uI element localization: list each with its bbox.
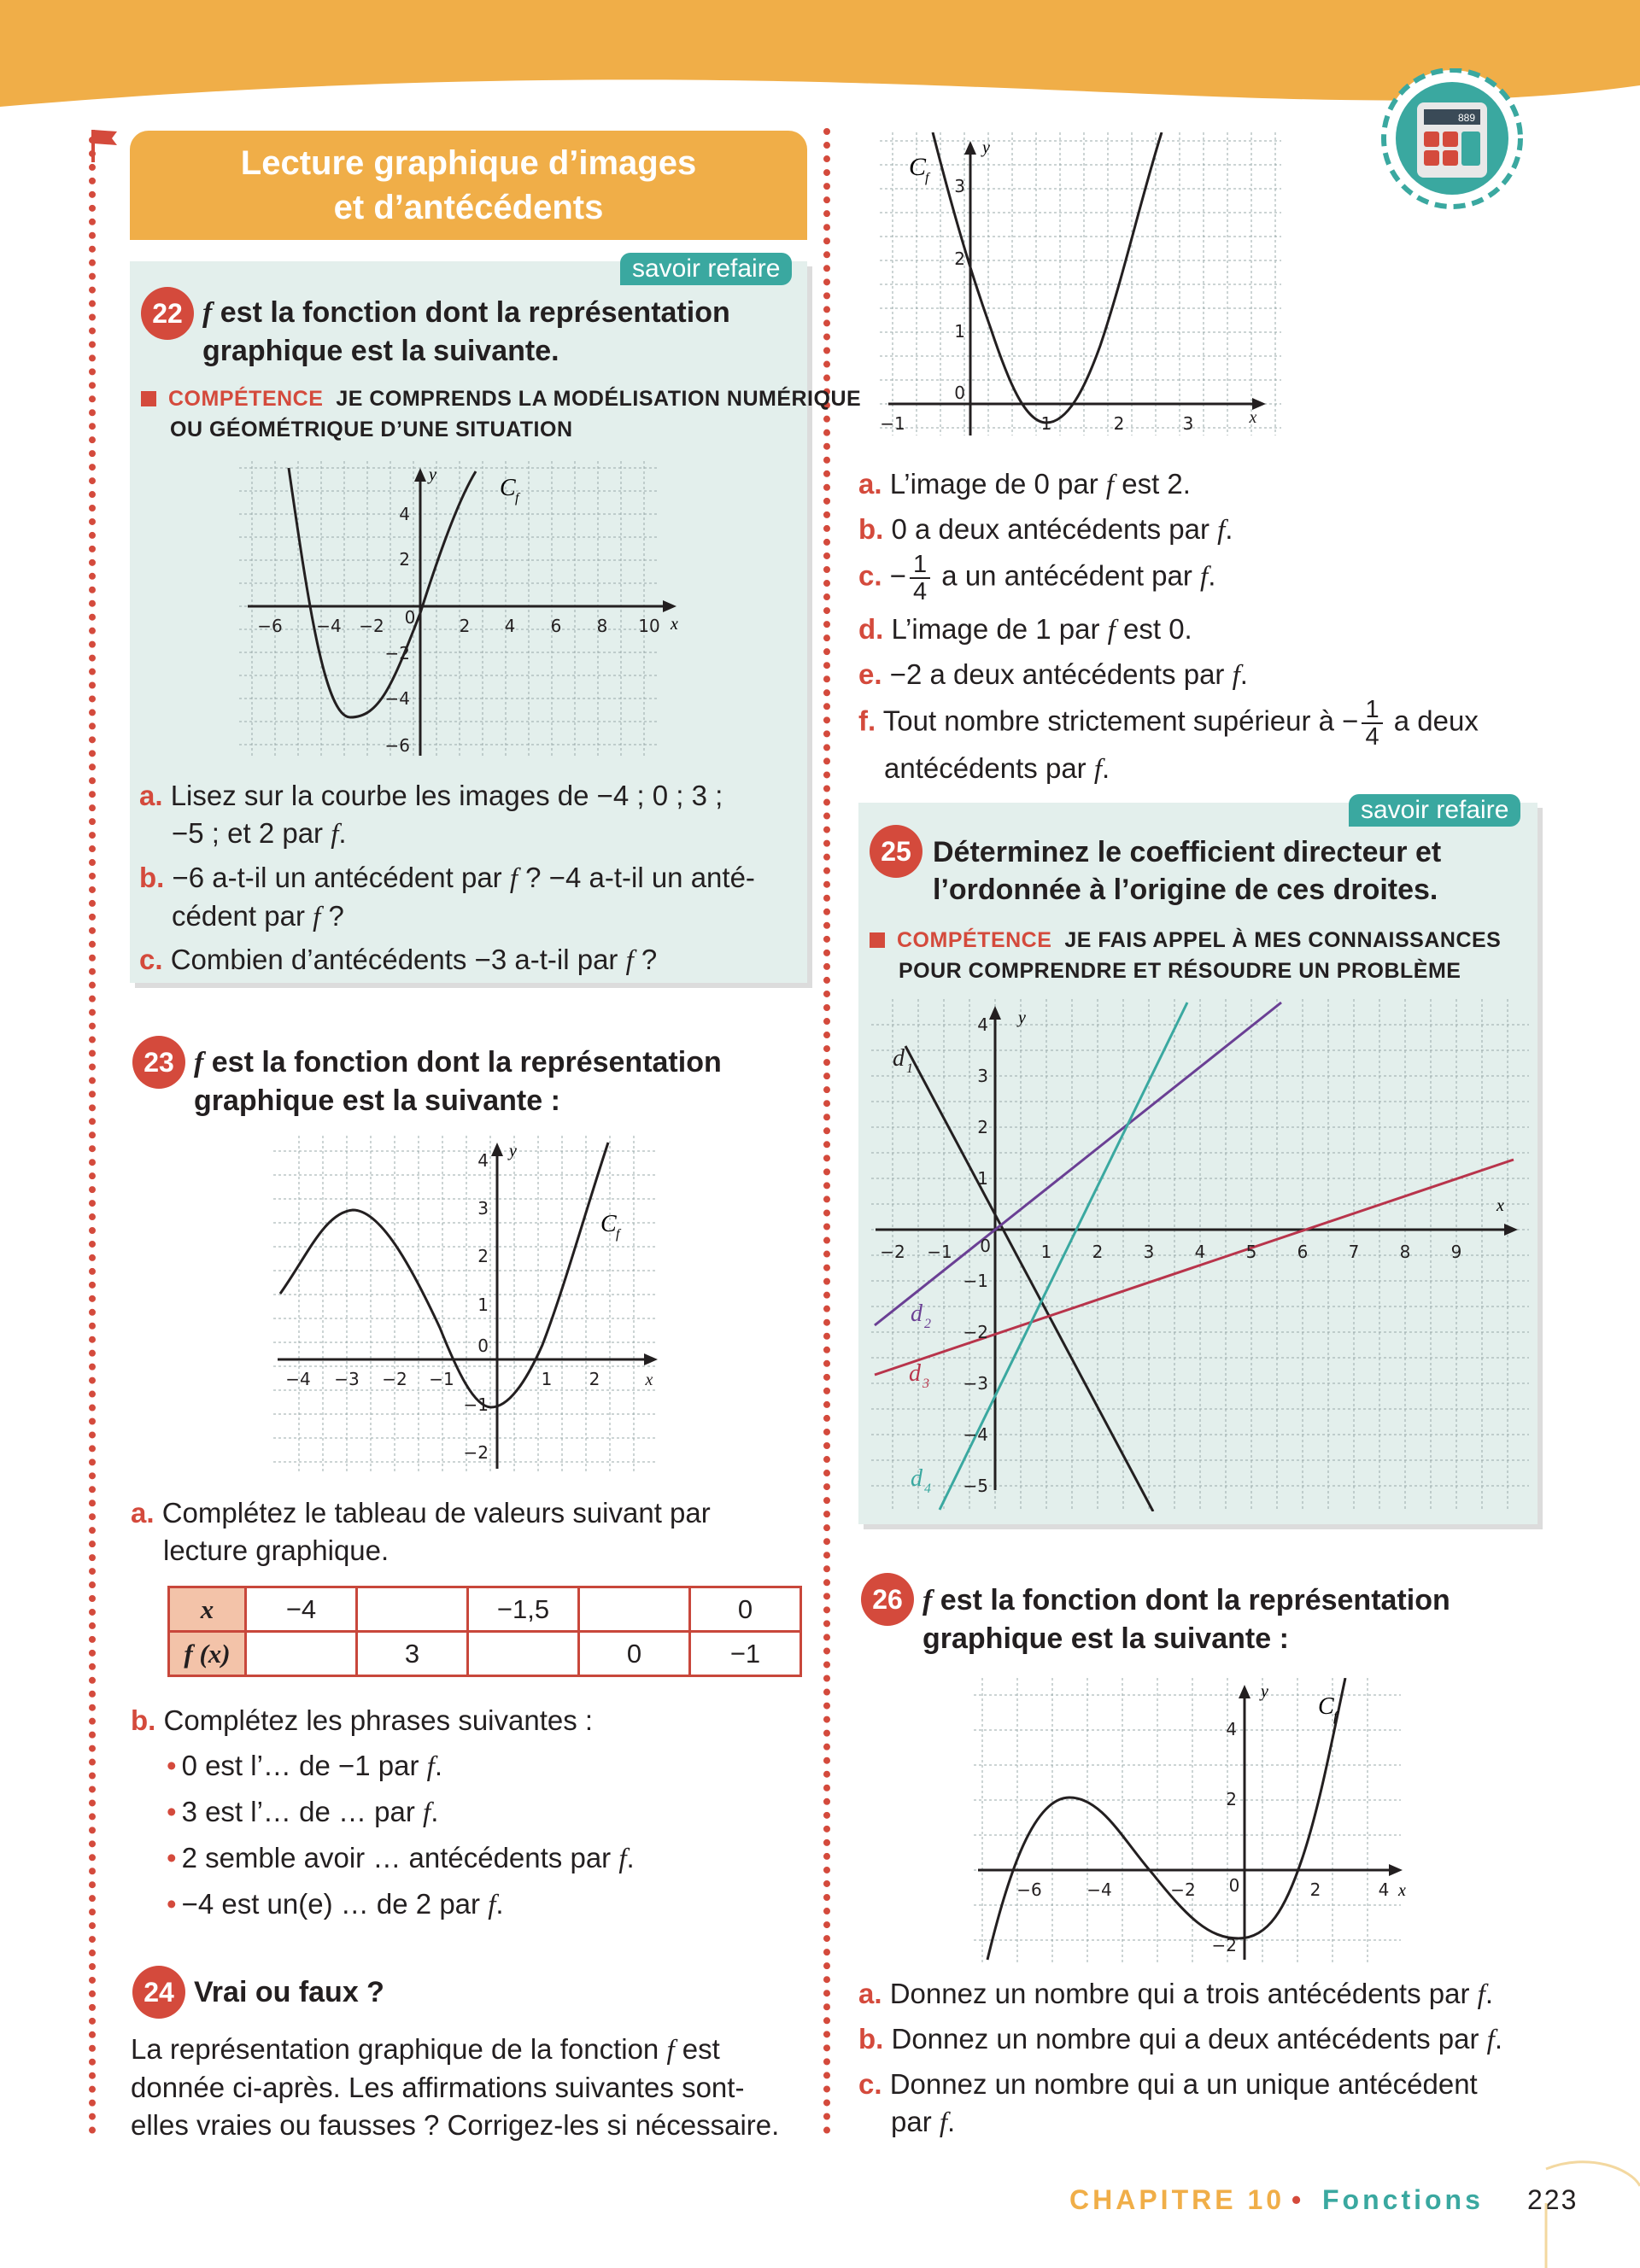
curve-label: C [1318, 1693, 1334, 1720]
margin-dotted-rule [89, 137, 96, 2135]
svg-text:3: 3 [954, 176, 965, 196]
svg-text:−4: −4 [963, 1424, 988, 1445]
svg-text:−2: −2 [463, 1442, 489, 1463]
savoir-refaire-tag: savoir refaire [620, 253, 792, 285]
svg-text:1: 1 [1040, 1242, 1052, 1262]
svg-text:−2: −2 [382, 1369, 407, 1389]
svg-text:2: 2 [1226, 1789, 1237, 1809]
svg-text:−1: −1 [429, 1369, 454, 1389]
ex26-item-a: a. Donnez un nombre qui a trois antécédents par f. [858, 1978, 1493, 2010]
savoir-refaire-tag: savoir refaire [1349, 794, 1520, 827]
footer-chapter: CHAPITRE 10 [1069, 2184, 1286, 2215]
calculator-icon [1379, 68, 1525, 222]
ex24-item-c: c. − $\frac{1}{4}$ a un antécédent par f. [858, 551, 1216, 605]
ex24-item-d: d. L’image de 1 par f est 0. [858, 613, 1192, 646]
svg-text:4: 4 [1226, 1719, 1237, 1739]
exercise-number: 23 [132, 1036, 185, 1089]
svg-text:f: f [1333, 1710, 1338, 1724]
tick-label: 10 [638, 616, 660, 636]
svg-text:4: 4 [977, 1014, 988, 1035]
svg-text:2: 2 [954, 248, 965, 269]
tick-label: 4 [504, 616, 516, 636]
svg-text:3: 3 [1143, 1242, 1155, 1262]
svg-text:x: x [671, 615, 678, 634]
svg-text:x: x [1398, 1881, 1406, 1900]
tick-label: −2 [384, 643, 410, 663]
svg-text:2: 2 [924, 1317, 931, 1331]
svg-text:2: 2 [589, 1369, 600, 1389]
page-number: 223 [1527, 2184, 1578, 2215]
tick-label: 2 [399, 549, 410, 570]
footer-dot: • [1292, 2184, 1305, 2215]
footer-chapter-name: Fonctions [1322, 2184, 1484, 2215]
svg-text:−1: −1 [463, 1394, 489, 1415]
graph-ex24 [880, 132, 1281, 440]
ex22-question-b: b. −6 a-t-il un antécédent par f ? −4 a-t-il un anté- cédent par f ? [139, 862, 755, 932]
exercise-22-title: f est la fonction dont la représentation graphique est la suivante. [202, 296, 730, 367]
svg-text:−4: −4 [1086, 1879, 1112, 1900]
tick-label: −2 [359, 616, 384, 636]
svg-text:f: f [616, 1227, 620, 1242]
svg-text:1: 1 [977, 1168, 988, 1189]
line-label-d3: d [909, 1360, 921, 1387]
svg-text:1: 1 [477, 1295, 489, 1315]
ex22-question-a: a. Lisez sur la courbe les images de −4 ; 0 ; 3 ; −5 ; et 2 par f. [139, 780, 723, 850]
values-table: x −4 −1,5 0 f (x) 3 0 −1 [167, 1586, 802, 1677]
ex23-question-a: a. Complétez le tableau de valeurs suivant par lecture graphique. [131, 1497, 711, 1566]
svg-text:2: 2 [1113, 413, 1125, 434]
corner-arc [1538, 2152, 1640, 2268]
ex23-question-b: b. Complétez les phrases suivantes : • 0 est l’… de −1 par f. • 3 est l’… de … par f. • 2 semble avoir … antécédents par f. • −4 est un(e) … de 2 par f. [131, 1704, 635, 1920]
ex24-intro: La représentation graphique de la fonction f est donnée ci-après. Les affirmations suivantes sont- elles vraies ou fausses ? Corrigez-les si nécessaire. [131, 2033, 780, 2141]
svg-text:7: 7 [1348, 1242, 1360, 1262]
svg-text:1: 1 [954, 321, 965, 342]
svg-text:−2: −2 [1170, 1879, 1196, 1900]
svg-text:4: 4 [1378, 1879, 1390, 1900]
exercise-number: 26 [861, 1573, 914, 1626]
svg-text:2: 2 [977, 1117, 988, 1137]
svg-text:−5: −5 [963, 1476, 988, 1496]
svg-text:1: 1 [906, 1061, 913, 1076]
svg-text:−1: −1 [963, 1271, 988, 1291]
graph-ex25 [871, 999, 1529, 1511]
graph-ex26 [974, 1678, 1418, 1968]
graph-ex23 [273, 1136, 666, 1477]
svg-text:−2: −2 [880, 1242, 905, 1262]
ex24-item-a: a. L’image de 0 par f est 2. [858, 468, 1191, 500]
svg-text:2: 2 [1309, 1879, 1321, 1900]
competence-22: COMPÉTENCE JE COMPRENDS LA MODÉLISATION NUMÉRIQUE OU GÉOMÉTRIQUE D’UNE SITUATION [141, 383, 861, 445]
svg-text:−6: −6 [1016, 1879, 1042, 1900]
svg-text:0: 0 [477, 1336, 489, 1356]
svg-text:x: x [1249, 408, 1257, 427]
svg-text:5: 5 [1245, 1242, 1257, 1262]
svg-text:1: 1 [1040, 413, 1052, 434]
svg-text:3: 3 [477, 1198, 489, 1219]
section-title: Lecture graphique d’images et d’antécédents [130, 131, 807, 240]
line-label-d2: d [911, 1301, 922, 1327]
tick-label: 8 [596, 616, 608, 636]
svg-text:0: 0 [954, 383, 965, 403]
ex24-item-b: b. 0 a deux antécédents par f. [858, 513, 1233, 546]
line-label-d4: d [911, 1465, 922, 1492]
curve-label: C [500, 475, 516, 501]
exercise-26-title: f est la fonction dont la représentation graphique est la suivante : [922, 1584, 1450, 1655]
line-label-d1: d [893, 1045, 905, 1072]
tick-label: 2 [459, 616, 471, 636]
svg-text:−3: −3 [963, 1373, 988, 1394]
ex26-item-c: c. Donnez un nombre qui a un unique antécédent par f. [858, 2068, 1478, 2138]
competence-25: COMPÉTENCE JE FAIS APPEL À MES CONNAISSANCES POUR COMPRENDRE ET RÉSOUDRE UN PROBLÈME [870, 925, 1501, 986]
tick-label: 4 [399, 504, 410, 524]
svg-text:−1: −1 [927, 1242, 952, 1262]
ex24-item-f: f. Tout nombre strictement supérieur à − $\frac{1}{4}$ a deux antécédents par f. [858, 696, 1479, 785]
svg-text:4: 4 [477, 1150, 489, 1171]
svg-text:x: x [645, 1371, 653, 1389]
svg-text:y: y [509, 1142, 517, 1160]
svg-text:3: 3 [977, 1066, 988, 1086]
tick-label: 6 [550, 616, 562, 636]
svg-text:−4: −4 [285, 1369, 311, 1389]
exercise-23-title: f est la fonction dont la représentation graphique est la suivante : [194, 1046, 722, 1117]
tick-label: 0 [404, 607, 416, 628]
svg-text:3: 3 [1182, 413, 1194, 434]
svg-text:f: f [925, 171, 929, 185]
exercise-number: 24 [132, 1966, 185, 2019]
graph-ex22 [239, 461, 692, 760]
svg-text:y: y [1261, 1682, 1268, 1701]
svg-text:−2: −2 [1211, 1935, 1237, 1955]
curve-label: C [909, 153, 927, 181]
svg-text:2: 2 [477, 1246, 489, 1266]
svg-text:y: y [982, 138, 990, 157]
tick-label: −6 [257, 616, 283, 636]
svg-text:0: 0 [1228, 1875, 1240, 1896]
tick-label: −4 [384, 688, 410, 709]
curve-label: C [600, 1211, 617, 1237]
svg-text:9: 9 [1450, 1242, 1462, 1262]
svg-text:y: y [429, 465, 436, 484]
ex26-item-b: b. Donnez un nombre qui a deux antécédents par f. [858, 2023, 1502, 2055]
svg-text:4: 4 [924, 1482, 931, 1496]
svg-text:3: 3 [922, 1377, 929, 1391]
exercise-24-title: Vrai ou faux ? [194, 1976, 384, 2008]
exercise-number: 25 [870, 825, 922, 878]
svg-text:1: 1 [541, 1369, 553, 1389]
ex24-item-e: e. −2 a deux antécédents par f. [858, 658, 1248, 691]
svg-text:f: f [515, 491, 519, 506]
svg-text:−2: −2 [963, 1322, 988, 1342]
svg-text:y: y [1018, 1008, 1026, 1027]
exercise-25-title: Déterminez le coefficient directeur et l’ordonnée à l’origine de ces droites. [933, 836, 1442, 906]
svg-text:−3: −3 [334, 1369, 360, 1389]
tick-label: −6 [384, 735, 410, 756]
svg-text:2: 2 [1092, 1242, 1104, 1262]
tick-label: −4 [316, 616, 342, 636]
svg-text:−1: −1 [880, 413, 905, 434]
svg-text:4: 4 [1194, 1242, 1206, 1262]
svg-text:0: 0 [980, 1236, 991, 1256]
exercise-number: 22 [141, 287, 194, 340]
svg-text:6: 6 [1297, 1242, 1309, 1262]
ex22-question-c: c. Combien d’antécédents −3 a-t-il par f ? [139, 944, 658, 976]
calc-display: 889 [1457, 112, 1475, 124]
svg-text:x: x [1496, 1196, 1504, 1215]
svg-text:8: 8 [1399, 1242, 1411, 1262]
